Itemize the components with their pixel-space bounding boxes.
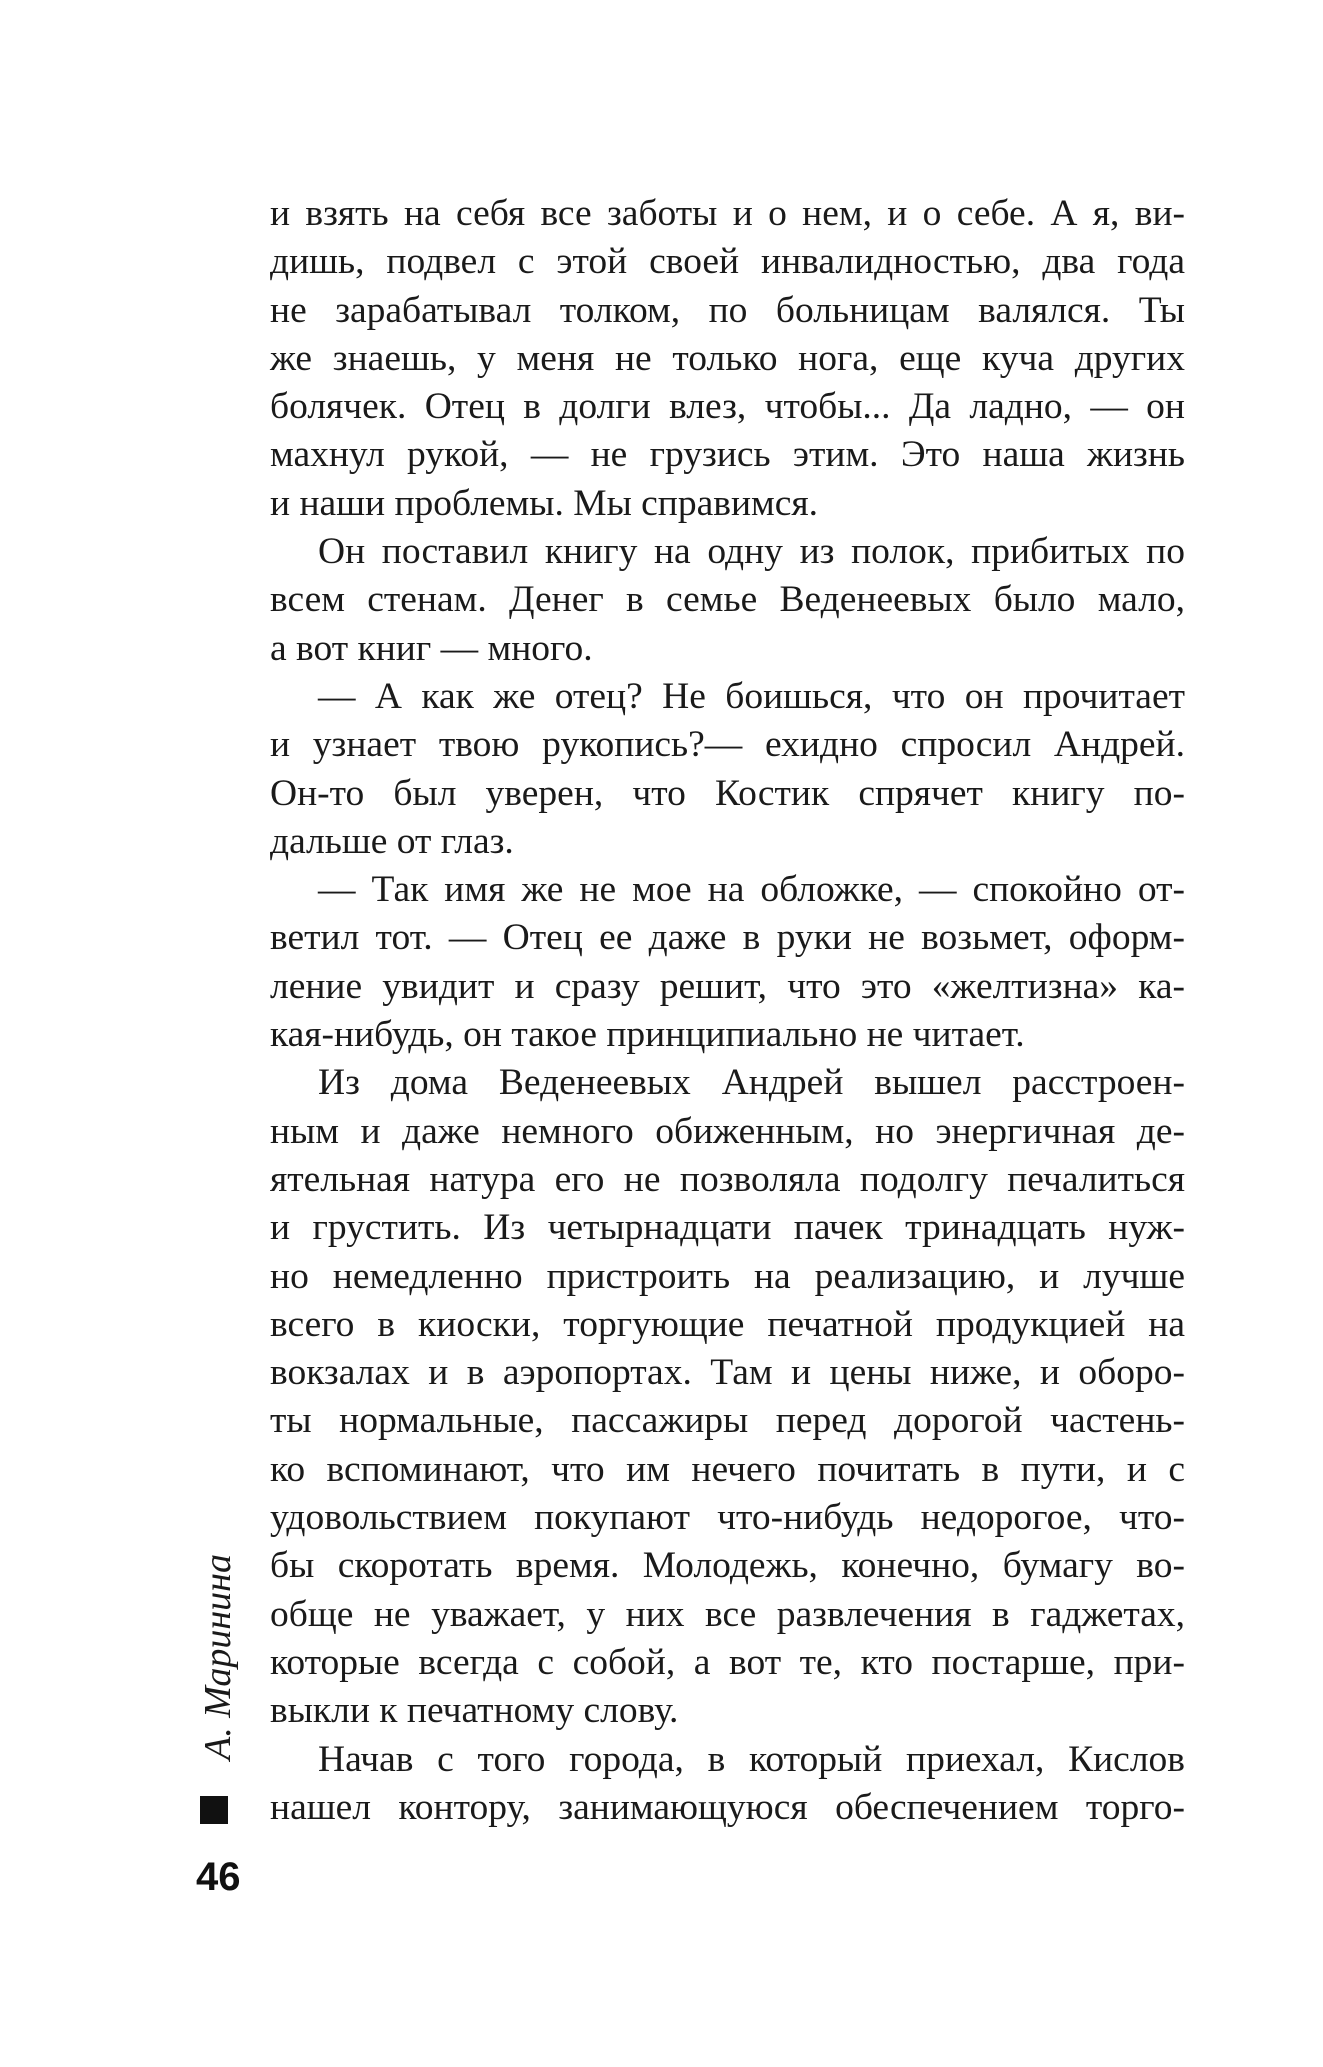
text-line: и наши проблемы. Мы справимся. (270, 482, 819, 524)
text-line: Он поставил книгу на одну из полок, прибитых по (318, 531, 1185, 573)
text-line: удовольствием покупают что-нибудь недорогое, что- (270, 1497, 1185, 1539)
text-line: Из дома Веденеевых Андрей вышел расстроен- (318, 1062, 1185, 1104)
paragraph (270, 866, 1185, 1059)
text-line: Он-то был уверен, что Костик спрячет книгу по- (270, 772, 1185, 814)
running-author: А. Маринина (197, 1553, 239, 1760)
text-line: всего в киоски, торгующие печатной продукцией на (270, 1303, 1185, 1345)
text-line: махнул рукой, — не грузись этим. Это наша жизнь (270, 434, 1185, 476)
text-line: и грустить. Из четырнадцати пачек тринадцать нуж- (270, 1207, 1185, 1249)
paragraph (270, 528, 1185, 673)
text-line: дальше от глаз. (270, 820, 514, 862)
text-line: и взять на себя все заботы и о нем, и о себе. А я, ви- (270, 193, 1185, 234)
text-line: ко вспоминают, что им нечего почитать в пути, и с (270, 1448, 1185, 1490)
text-line: — Так имя же не мое на обложке, — спокойно от- (318, 869, 1185, 911)
text-line: же знаешь, у меня не только нога, еще куча других (270, 337, 1185, 379)
paragraph (270, 1736, 1185, 1833)
paragraph (270, 673, 1185, 866)
text-line: нашел контору, занимающуюся обеспечением торго- (270, 1786, 1185, 1828)
text-line: кая-нибудь, он такое принципиально не читает. (270, 1014, 1025, 1056)
body-text (270, 190, 1185, 1832)
text-line: ты нормальные, пассажиры перед дорогой частень- (270, 1400, 1185, 1442)
text-line: Начав с того города, в который приехал, Кислов (318, 1738, 1185, 1780)
text-line: ным и даже немного обиженным, но энергичная де- (270, 1110, 1185, 1152)
text-line: выкли к печатному слову. (270, 1690, 679, 1732)
text-line: обще не уважает, у них все развлечения в гаджетах, (270, 1593, 1185, 1635)
decorative-square (200, 1796, 228, 1824)
text-line: ление увидит и сразу решит, что это «желтизна» ка- (270, 965, 1185, 1007)
text-line: бы скоротать время. Молодежь, конечно, бумагу во- (270, 1545, 1185, 1587)
paragraph (270, 190, 1185, 528)
text-line: всем стенам. Денег в семье Веденеевых было мало, (270, 579, 1185, 621)
text-line: — А как же отец? Не боишься, что он прочитает (318, 675, 1185, 717)
text-line: которые всегда с собой, а вот те, кто постарше, при- (270, 1641, 1185, 1683)
text-line: и узнает твою рукопись?— ехидно спросил Андрей. (270, 724, 1185, 766)
text-line: дишь, подвел с этой своей инвалидностью, два года (270, 241, 1185, 283)
text-line: болячек. Отец в долги влез, чтобы... Да ладно, — он (270, 386, 1185, 428)
paragraph (270, 1059, 1185, 1735)
text-line: ветил тот. — Отец ее даже в руки не возьмет, оформ- (270, 917, 1185, 959)
text-line: вокзалах и в аэропортах. Там и цены ниже, и оборо- (270, 1352, 1185, 1394)
text-line: но немедленно пристроить на реализацию, и лучше (270, 1255, 1185, 1297)
text-line: а вот книг — много. (270, 627, 593, 669)
text-line: не зарабатывал толком, по больницам валялся. Ты (270, 289, 1185, 331)
page-number: 46 (196, 1855, 241, 1899)
text-line: ятельная натура его не позволяла подолгу печалиться (270, 1158, 1185, 1200)
